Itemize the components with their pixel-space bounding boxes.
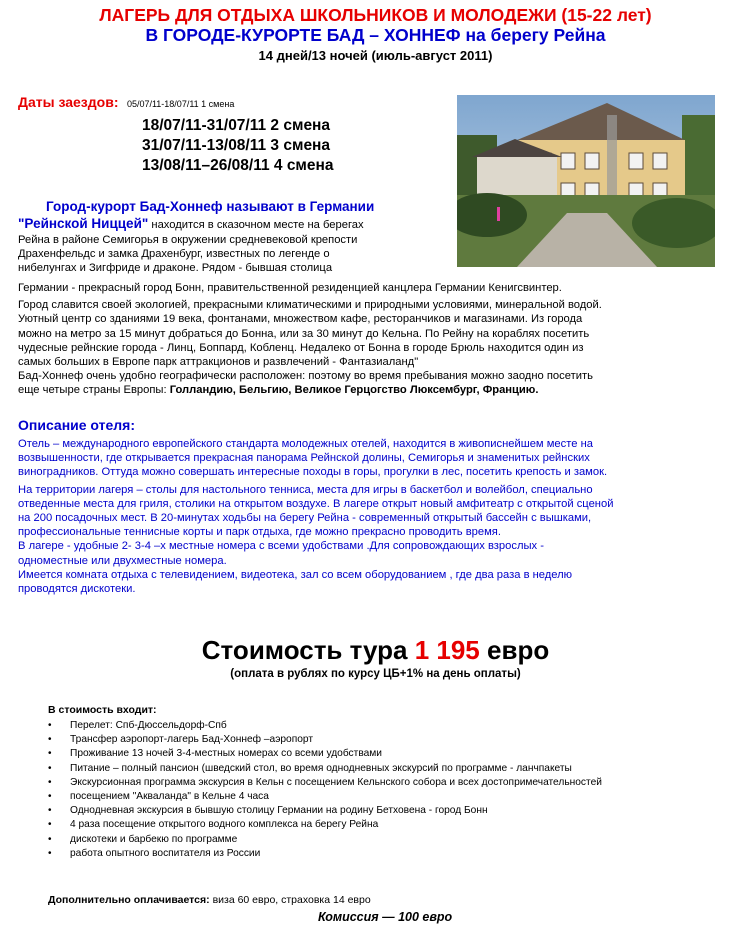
list-item: • Перелет: Спб-Дюссельдорф-Спб: [48, 719, 728, 733]
list-item: • дискотеки и барбекю по программе: [48, 833, 728, 847]
list-item: • посещением "Акваланда" в Кельне 4 часа: [48, 790, 728, 804]
extra-value: виза 60 евро, страховка 14 евро: [209, 894, 371, 906]
shift-4: 13/08/11–26/08/11 4 смена: [142, 157, 334, 174]
hotel-line: проводятся дискотеки.: [18, 583, 136, 596]
hotel-line: Отель – международного европейского стандарта молодежных отелей, находится в живописнейшем месте на: [18, 438, 593, 450]
title-duration: 14 дней/13 ночей (июль-август 2011): [258, 48, 493, 63]
intro-line: Германии - прекрасный город Бонн, правительственной резиденцией канцлера Германии Кенигсвинтер.: [18, 282, 562, 294]
city-lead: Город-курорт Бад-Хоннеф называют в Германии: [46, 199, 375, 214]
intro-line: Город славится своей экологией, прекрасными климатическими и природными условиями, минеральной водой.: [18, 299, 602, 312]
price-currency: евро: [479, 635, 550, 665]
title-line-1: ЛАГЕРЬ ДЛЯ ОТДЫХА ШКОЛЬНИКОВ И МОЛОДЕЖИ (15-22 лет): [99, 5, 652, 25]
intro-line: Драхенфельдс и замка Драхенбург, известных по легенде о: [18, 248, 330, 261]
shift-2: 18/07/11-31/07/11 2 смена: [142, 117, 331, 134]
hotel-description: [18, 417, 730, 596]
countries-prefix: еще четыре страны Европы:: [18, 384, 170, 397]
intro-line: можно на метро за 15 минут добраться до Бонна, или за 30 минут до Кельна. По Рейну на кораблях посетить: [18, 327, 590, 340]
tour-price: [0, 632, 751, 668]
list-item: • Трансфер аэропорт-лагерь Бад-Хоннеф –аэропорт: [48, 733, 728, 747]
included-title: В стоимость входит:: [48, 704, 157, 716]
title-line-2: В ГОРОДЕ-КУРОРТЕ БАД – ХОННЕФ на берегу Рейна: [145, 25, 606, 45]
price-note: (оплата в рублях по курсу ЦБ+1% на день оплаты): [230, 668, 521, 680]
extra-payment: [48, 894, 371, 906]
commission: Комиссия — 100 евро: [318, 910, 453, 924]
city-intro: [18, 198, 448, 276]
shift-list: [142, 116, 448, 176]
dates-label: Даты заездов:: [18, 94, 119, 110]
hotel-section-title: Описание отеля:: [18, 417, 136, 433]
list-item: • работа опытного воспитателя из России: [48, 847, 728, 861]
list-item: • Проживание 13 ночей 3-4-местных номерах со всеми удобствами: [48, 747, 728, 761]
hotel-building-image: [457, 95, 715, 267]
intro-line: чудесные рейнские города - Линц, Боппард, Кобленц. Недалеко от Бонна в городе Брюль находится один из: [18, 341, 584, 354]
hotel-photo: [457, 95, 715, 267]
intro-line: Уютный центр со зданиями 19 века, фонтанами, множеством кафе, ресторанчиков и магазинами. Из города: [18, 313, 583, 326]
intro-line: Рейна в районе Семигорья в окружении средневековой крепости: [18, 234, 358, 246]
extra-label: Дополнительно оплачивается:: [48, 894, 210, 906]
included-list: [48, 703, 728, 861]
hotel-line: на 200 посадочных мест. В 20-минутах ходьбы на берегу Рейна - современный открытый бассейн с вышками,: [18, 512, 592, 525]
hotel-line: профессиональные теннисные корты и парк отдыха, где можно прекрасно проводить время.: [18, 526, 501, 539]
arrival-dates: [18, 94, 448, 176]
hotel-line: возвышенности, где открывается прекрасная панорама Рейнской долины, Семигорья и знаменитых рейнских: [18, 452, 590, 465]
list-item: • Однодневная экскурсия в бывшую столицу Германии на родину Бетховена - город Бонн: [48, 804, 728, 818]
price-amount: 1 195: [414, 635, 480, 665]
countries-list: Голландию, Бельгию, Великое Герцогство Люксембург, Францию.: [169, 384, 539, 397]
intro-line: Бад-Хоннеф очень удобно географически расположен: поэтому во время пребывания можно заодно посетить: [18, 370, 593, 383]
shift-3: 31/07/11-13/08/11 3 смена: [142, 137, 331, 154]
city-description: [18, 281, 730, 398]
shift-1: 05/07/11-18/07/11 1 смена: [126, 99, 235, 109]
riviera-name: "Рейнской Ниццей": [18, 216, 149, 231]
list-item: • 4 раза посещение открытого водного комплекса на берегу Рейна: [48, 818, 728, 832]
hotel-line: В лагере - удобные 2- 3-4 –х местные номера с всеми удобствами .Для сопровождающих взрослых -: [18, 540, 544, 553]
list-item: • Питание – полный пансион (шведский стол, во время однодневных экскурсий по программе - ланчпакеты: [48, 762, 728, 776]
hotel-line: На территории лагеря – столы для настольного тенниса, места для игры в баскетбол и волейбол, специально: [18, 483, 593, 496]
price-prefix: Стоимость тура: [201, 635, 415, 665]
hotel-line: Имеется комната отдыха с телевидением, видеотека, зал со всем оборудованием , где два раза в неделю: [18, 568, 573, 581]
list-item: • Экскурсионная программа экскурсия в Кельн с посещением Кельнского собора и всех достопримечательностей: [48, 776, 728, 790]
city-lead-rest: находится в сказочном месте на берегах: [148, 219, 364, 231]
hotel-line: одноместные или двухместные номера.: [18, 554, 227, 567]
intro-line: самых больших в Европе парк аттракционов и развлечений - Фантазиаланд": [18, 356, 419, 369]
hotel-line: виноградников. Оттуда можно совершать интересные походы в горы, прогулки в лес, посетить крепость и замок.: [18, 466, 608, 479]
city-lead-line-2: [18, 215, 448, 233]
intro-last-line: [18, 383, 730, 397]
intro-line: нибелунгах и Зигфриде и драконе. Рядом - бывшая столица: [18, 262, 333, 275]
hotel-line: отведенные места для гриля, столики на открытом воздухе. В лагере открыт новый амфитеатр с открытой сценой: [18, 497, 614, 510]
